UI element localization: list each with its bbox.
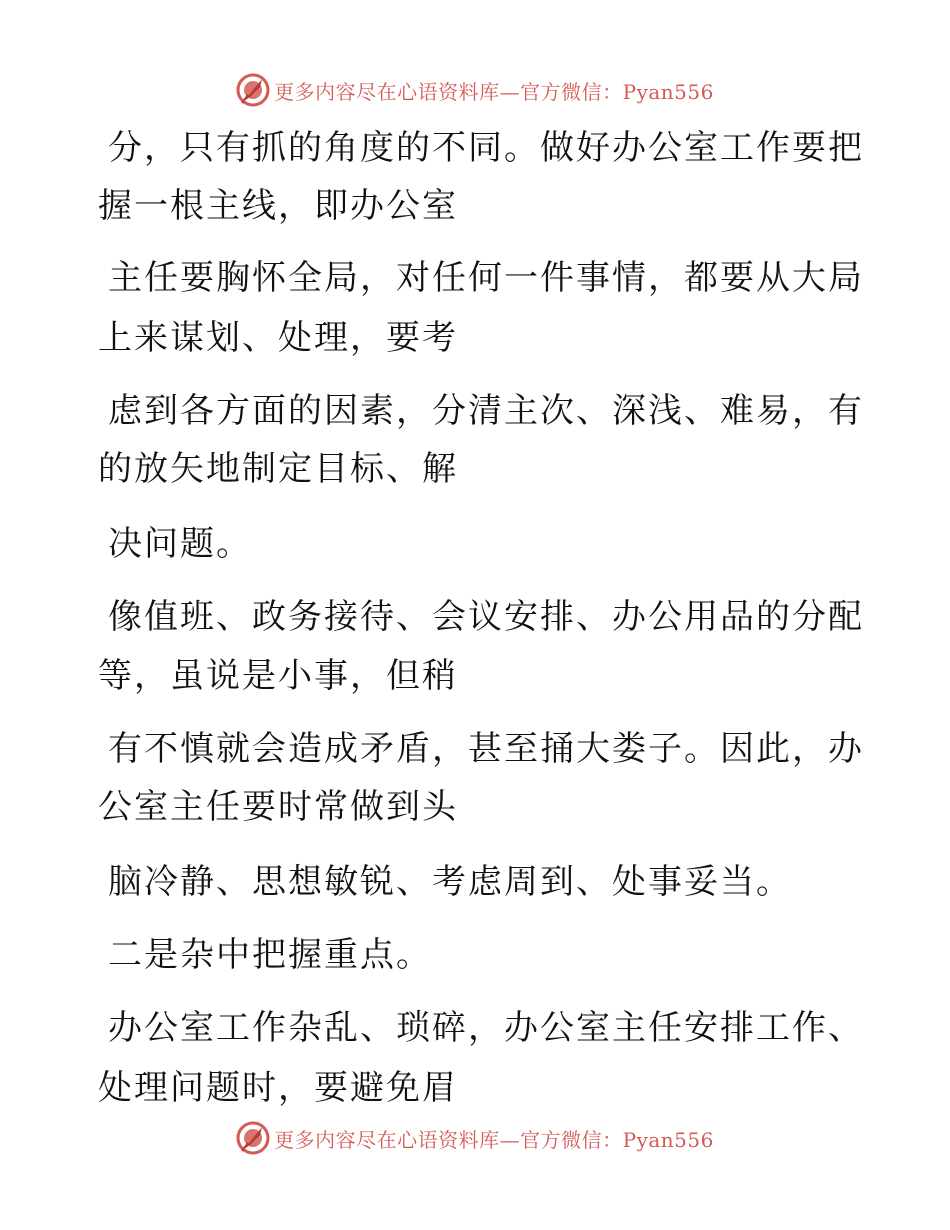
watermark-text: 更多内容尽在心语资料库—官方微信：Pyan556 xyxy=(274,79,714,104)
text-line: 公室主任要时常做到头 xyxy=(98,787,458,827)
text-line: 二是杂中把握重点。 xyxy=(108,935,432,975)
text-line: 决问题。 xyxy=(108,524,252,564)
text-line: 办公室工作杂乱、琐碎，办公室主任安排工作、 xyxy=(108,1008,864,1048)
text-line: 脑冷静、思想敏锐、考虑周到、处事妥当。 xyxy=(108,862,792,902)
text-line: 上来谋划、处理，要考 xyxy=(98,318,458,358)
text-line: 像值班、政务接待、会议安排、办公用品的分配 xyxy=(108,597,864,637)
header-watermark xyxy=(0,70,950,110)
footer-watermark xyxy=(0,1118,950,1158)
text-line: 处理问题时，要避免眉 xyxy=(98,1068,458,1108)
text-line: 的放矢地制定目标、解 xyxy=(98,449,458,489)
watermark-group xyxy=(236,1121,714,1155)
quill-logo-icon xyxy=(236,1121,270,1155)
text-line: 分，只有抓的角度的不同。做好办公室工作要把 xyxy=(108,128,864,168)
text-line: 虑到各方面的因素，分清主次、深浅、难易，有 xyxy=(108,391,864,431)
quill-logo-icon xyxy=(236,73,270,107)
text-line: 握一根主线，即办公室 xyxy=(98,186,458,226)
text-line: 主任要胸怀全局，对任何一件事情，都要从大局 xyxy=(108,258,864,298)
watermark-text: 更多内容尽在心语资料库—官方微信：Pyan556 xyxy=(274,1127,714,1152)
text-line: 等，虽说是小事，但稍 xyxy=(98,656,458,696)
watermark-group xyxy=(236,73,714,107)
text-line: 有不慎就会造成矛盾，甚至捅大娄子。因此，办 xyxy=(108,729,864,769)
